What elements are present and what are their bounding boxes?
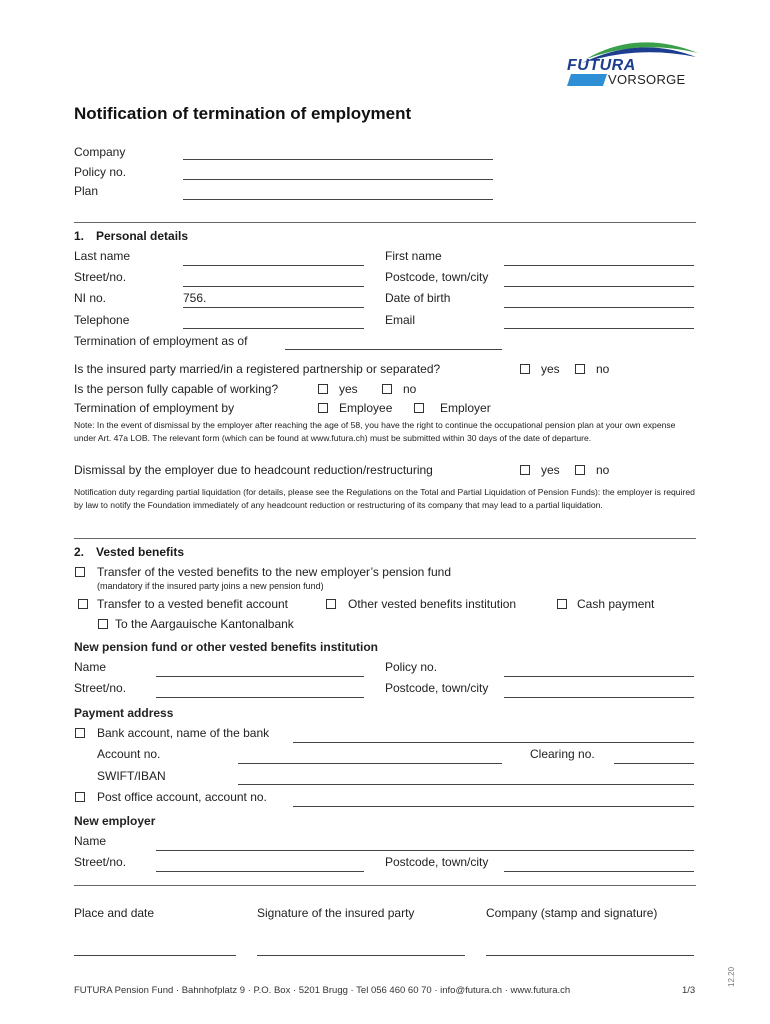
ni-label: NI no. — [74, 291, 107, 305]
clearing-no-label: Clearing no. — [530, 747, 595, 761]
fund-postcode-field[interactable] — [504, 697, 694, 698]
insured-signature-field[interactable] — [257, 955, 465, 956]
telephone-label: Telephone — [74, 313, 130, 327]
married-yes-checkbox[interactable] — [520, 364, 530, 374]
company-label: Company — [74, 145, 126, 159]
logo-futura: FUTURA — [567, 57, 636, 74]
section-2-title: 2. Vested benefits — [74, 545, 185, 559]
post-office-field[interactable] — [293, 806, 694, 807]
employee-label: Employee — [339, 401, 393, 415]
last-name-field[interactable] — [183, 265, 364, 266]
postcode-label: Postcode, town/city — [385, 270, 489, 284]
account-no-field[interactable] — [238, 763, 502, 764]
fund-policy-label: Policy no. — [385, 660, 438, 674]
postcode-field[interactable] — [504, 286, 694, 287]
married-no-label: no — [596, 362, 610, 376]
capable-question: Is the person fully capable of working? — [74, 382, 279, 396]
transfer-new-checkbox[interactable] — [75, 567, 85, 577]
dismissal-no-checkbox[interactable] — [575, 465, 585, 475]
termination-by-label: Termination of employment by — [74, 401, 235, 415]
email-field[interactable] — [504, 328, 694, 329]
fund-street-field[interactable] — [156, 697, 364, 698]
page-number: 1/3 — [682, 985, 696, 996]
employer-street-field[interactable] — [156, 871, 364, 872]
company-field[interactable] — [183, 159, 493, 160]
employer-postcode-field[interactable] — [504, 871, 694, 872]
insured-signature-label: Signature of the insured party — [257, 906, 415, 920]
company-signature-label: Company (stamp and signature) — [486, 906, 658, 920]
first-name-field[interactable] — [504, 265, 694, 266]
company-signature-field[interactable] — [486, 955, 694, 956]
cash-payment-label: Cash payment — [577, 597, 655, 611]
employer-name-field[interactable] — [156, 850, 694, 851]
last-name-label: Last name — [74, 249, 131, 263]
transfer-vested-label: Transfer to a vested benefit account — [97, 597, 288, 611]
aargauische-label: To the Aargauische Kantonalbank — [115, 617, 294, 631]
mandatory-note: (mandatory if the insured party joins a new pension fund) — [97, 581, 324, 591]
fund-postcode-label: Postcode, town/city — [385, 681, 489, 695]
notification-duty-text: Notification duty regarding partial liquidation (for details, please see the Regulations on the Total and Partial Liquidation of Pension Funds): the employer is required by law to notify the Foundation immediately of any headcount reduction or restructuring of its company that may lead to a partial liquidation. — [74, 487, 695, 510]
termination-date-field[interactable] — [285, 349, 502, 350]
employer-checkbox[interactable] — [414, 403, 424, 413]
policy-field[interactable] — [183, 179, 493, 180]
post-office-label: Post office account, account no. — [97, 790, 267, 804]
divider — [74, 222, 696, 223]
employer-label: Employer — [440, 401, 491, 415]
plan-label: Plan — [74, 184, 99, 198]
swift-label: SWIFT/IBAN — [97, 769, 166, 783]
street-field[interactable] — [183, 286, 364, 287]
new-employer-title: New employer — [74, 814, 156, 828]
divider — [74, 538, 696, 539]
bank-account-field[interactable] — [293, 742, 694, 743]
ni-prefix: 756. — [183, 291, 207, 305]
transfer-vested-checkbox[interactable] — [78, 599, 88, 609]
telephone-field[interactable] — [183, 328, 364, 329]
capable-yes-label: yes — [339, 382, 358, 396]
page-title: Notification of termination of employment — [74, 104, 412, 123]
employee-checkbox[interactable] — [318, 403, 328, 413]
dismissal-yes-label: yes — [541, 463, 560, 477]
employer-street-label: Street/no. — [74, 855, 127, 869]
footer-address: FUTURA Pension Fund · Bahnhofplatz 9 · P.O. Box · 5201 Brugg · Tel 056 460 60 70 · info@futura.ch · www.futura.ch — [74, 985, 571, 996]
dob-field[interactable] — [504, 307, 694, 308]
place-date-field[interactable] — [74, 955, 236, 956]
post-office-checkbox[interactable] — [75, 792, 85, 802]
bank-account-label: Bank account, name of the bank — [97, 726, 270, 740]
place-date-label: Place and date — [74, 906, 155, 920]
capable-no-checkbox[interactable] — [382, 384, 392, 394]
dismissal-yes-checkbox[interactable] — [520, 465, 530, 475]
fund-name-label: Name — [74, 660, 107, 674]
employer-postcode-label: Postcode, town/city — [385, 855, 489, 869]
form-version: 12.20 — [727, 966, 736, 987]
married-question: Is the insured party married/in a registered partnership or separated? — [74, 362, 441, 376]
bank-account-checkbox[interactable] — [75, 728, 85, 738]
employer-name-label: Name — [74, 834, 107, 848]
email-label: Email — [385, 313, 416, 327]
cash-payment-checkbox[interactable] — [557, 599, 567, 609]
capable-yes-checkbox[interactable] — [318, 384, 328, 394]
plan-field[interactable] — [183, 199, 493, 200]
fund-street-label: Street/no. — [74, 681, 127, 695]
aargauische-checkbox[interactable] — [98, 619, 108, 629]
payment-address-title: Payment address — [74, 706, 174, 720]
logo-vorsorge: VORSORGE — [608, 72, 686, 87]
first-name-label: First name — [385, 249, 442, 263]
fund-name-field[interactable] — [156, 676, 364, 677]
clearing-no-field[interactable] — [614, 763, 694, 764]
logo-bar-icon — [567, 74, 607, 86]
transfer-new-label: Transfer of the vested benefits to the new employer’s pension fund — [97, 565, 451, 579]
other-institution-checkbox[interactable] — [326, 599, 336, 609]
note-text: Note: In the event of dismissal by the employer after reaching the age of 58, you have the right to continue the occupational pension plan at your own expense under Art. 47a LOB. The relevant form (which can be found at www.futura.ch) must be submitted within 30 days of the date of departure. — [74, 420, 676, 443]
street-label: Street/no. — [74, 270, 127, 284]
fund-policy-field[interactable] — [504, 676, 694, 677]
section-1-title: 1. Personal details — [74, 229, 189, 243]
capable-no-label: no — [403, 382, 417, 396]
ni-field[interactable] — [183, 307, 364, 308]
swift-field[interactable] — [238, 784, 694, 785]
dismissal-no-label: no — [596, 463, 610, 477]
termination-date-label: Termination of employment as of — [74, 334, 248, 348]
married-no-checkbox[interactable] — [575, 364, 585, 374]
married-yes-label: yes — [541, 362, 560, 376]
divider — [74, 885, 696, 886]
account-no-label: Account no. — [97, 747, 161, 761]
policy-label: Policy no. — [74, 165, 127, 179]
other-institution-label: Other vested benefits institution — [348, 597, 517, 611]
dismissal-question: Dismissal by the employer due to headcount reduction/restructuring — [74, 463, 433, 477]
dob-label: Date of birth — [385, 291, 451, 305]
new-fund-title: New pension fund or other vested benefits institution — [74, 640, 379, 654]
